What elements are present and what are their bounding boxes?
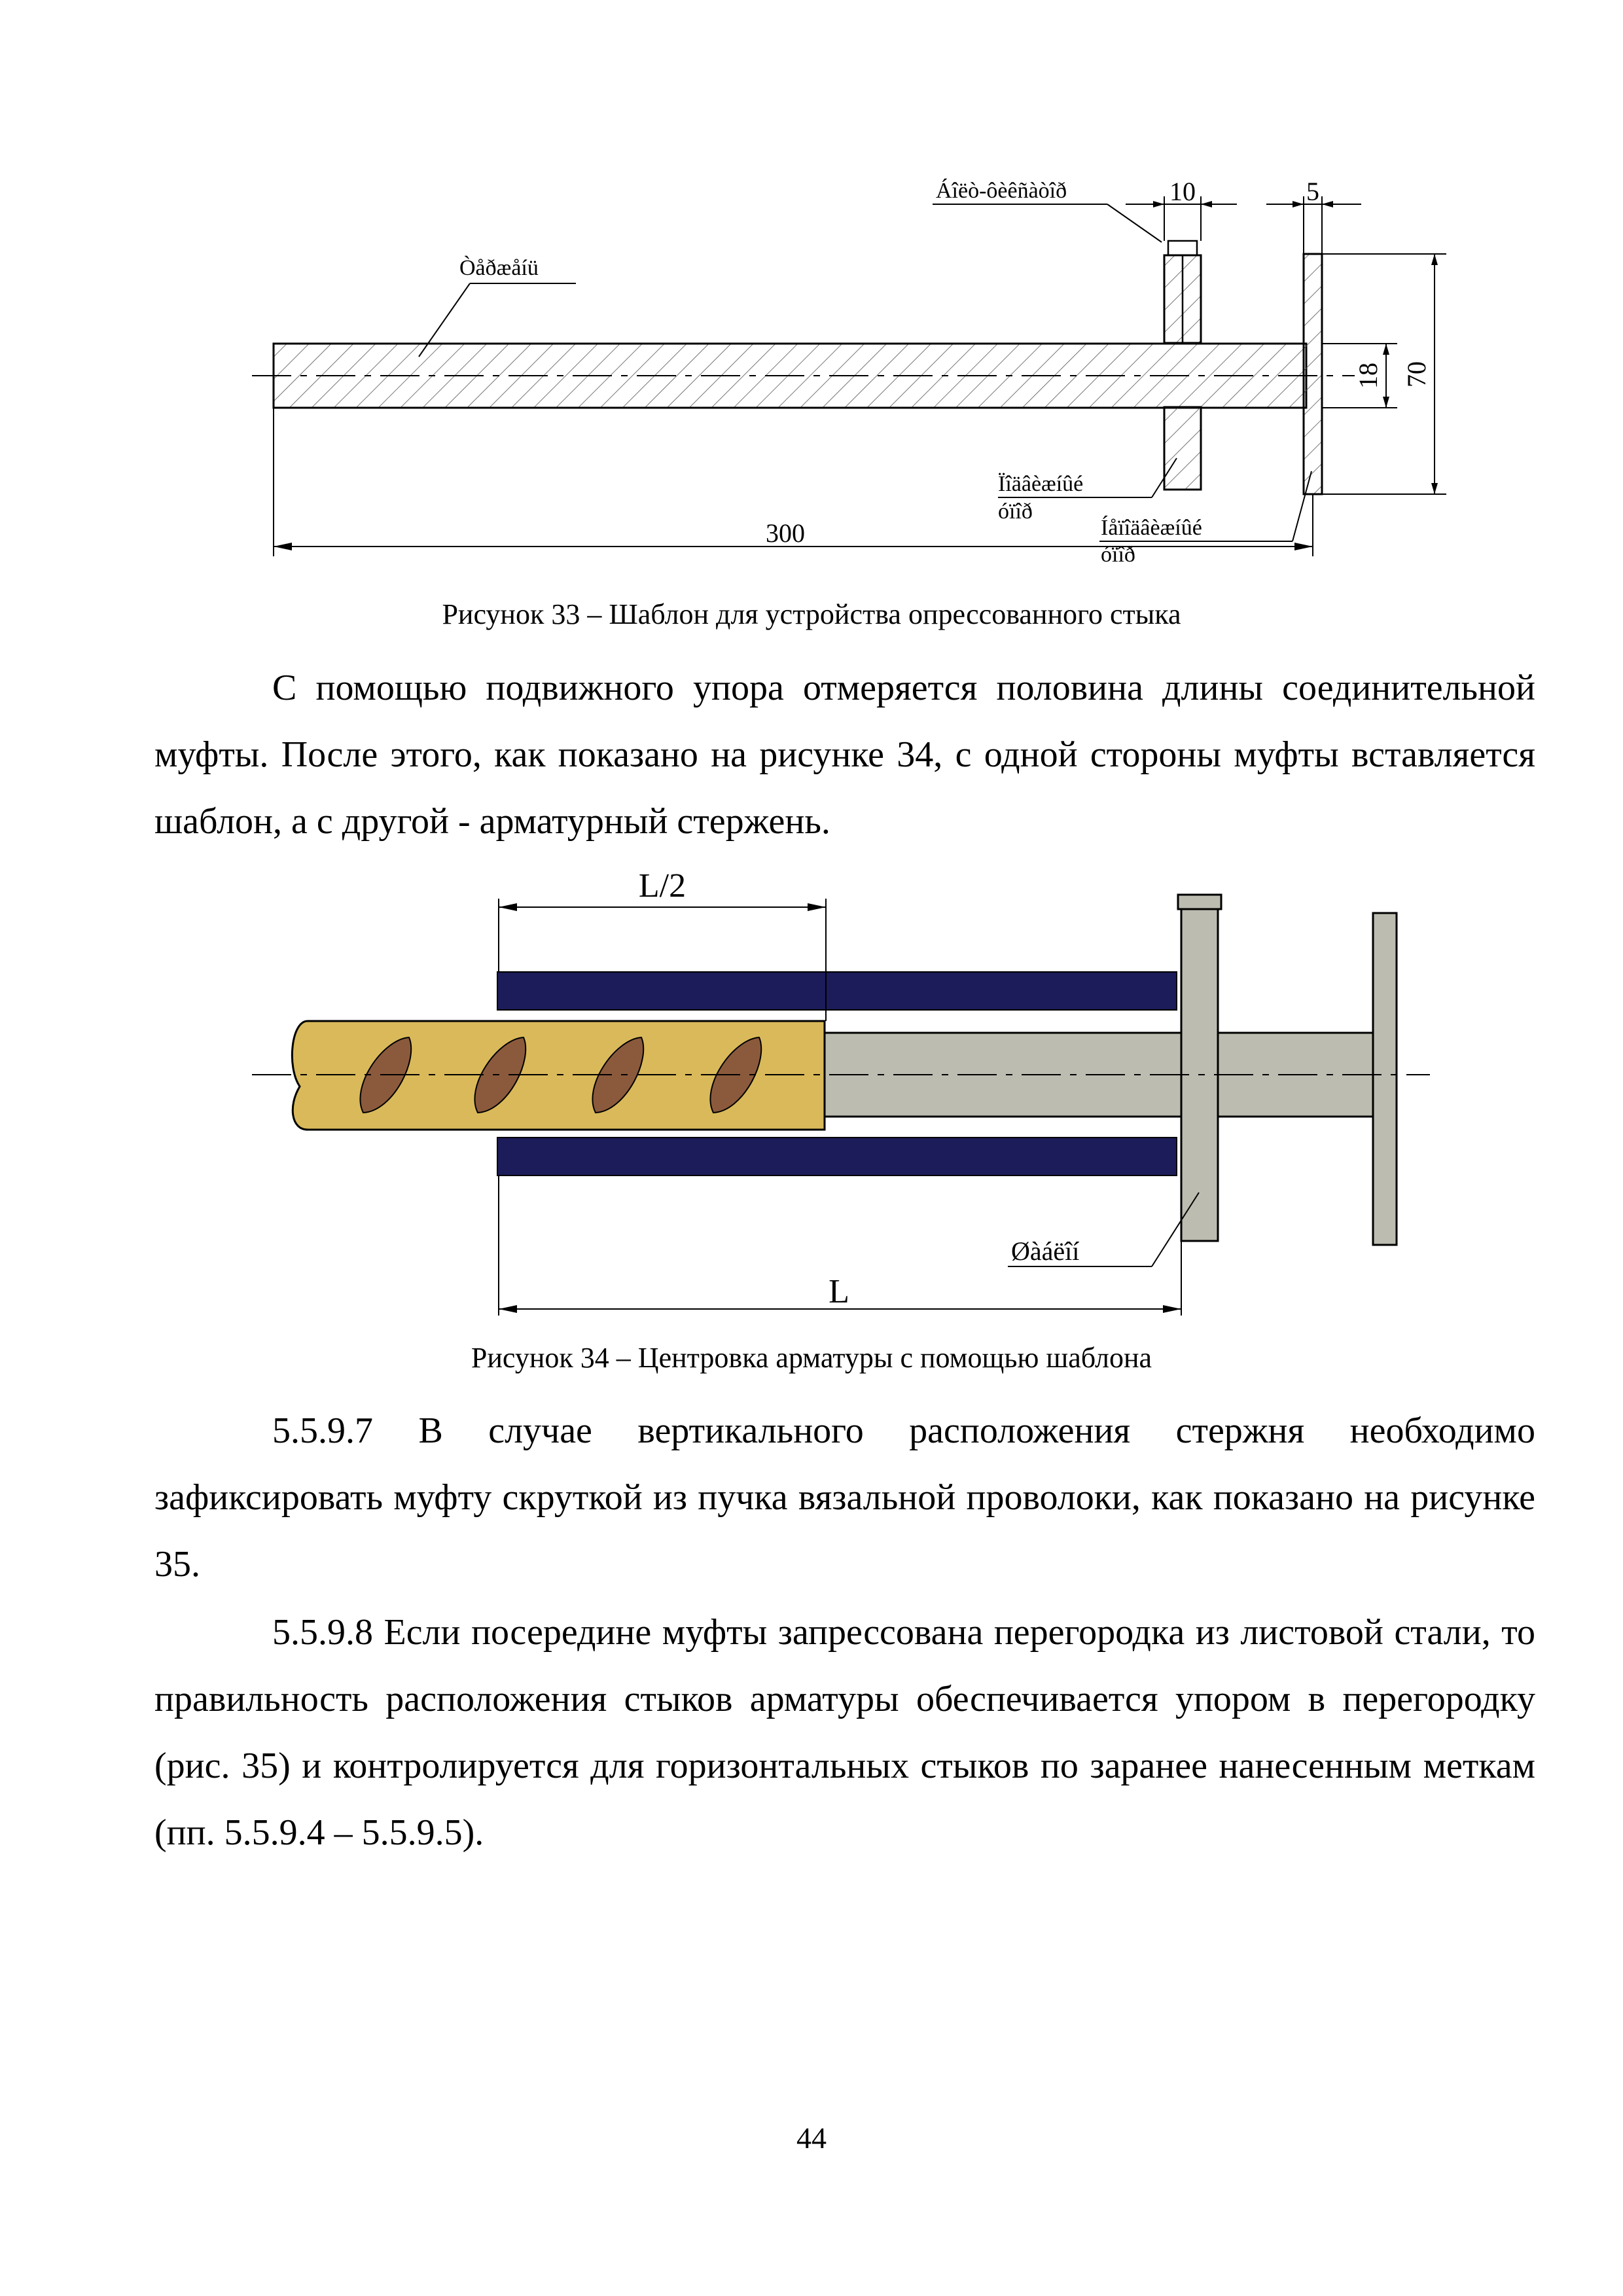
dim-10-label: 10 — [1169, 177, 1196, 206]
figure-33-drawing — [0, 164, 1623, 569]
label-template-34: Øàáëîí — [1011, 1236, 1080, 1266]
dim-18-label: 18 — [1353, 363, 1383, 389]
dim-300-label: 300 — [766, 518, 805, 548]
fixed-plate-34 — [1373, 913, 1397, 1245]
dim-5-label: 5 — [1306, 177, 1319, 206]
paragraph-3: 5.5.9.8 Если посередине муфты запрессована перегородка из листовой стали, то правильность расположения стыков арматуры обеспечивается упором в перегородку (рис. 35) и контролируется для горизонтальных стыков по заранее нанесенным меткам (пп. 5.5.9.4 – 5.5.9.5). — [154, 1612, 1535, 1853]
paragraph-1: С помощью подвижного упора отмеряется половина длины соединительной муфты. После этого, как показано на рисунке 34, с одной стороны муфты вставляется шаблон, а с другой - арматурный стержень. — [154, 668, 1535, 842]
figure-33-caption: Рисунок 33 – Шаблон для устройства опрессованного стыка — [442, 598, 1181, 630]
fixed-stop — [1304, 254, 1322, 494]
coupling-bottom — [497, 1138, 1177, 1175]
figure-34-drawing — [0, 870, 1623, 1322]
dim-l: L — [829, 1273, 849, 1310]
figure-34-caption: Рисунок 34 – Центровка арматуры с помощью шаблона — [471, 1342, 1152, 1374]
bolt-fixator — [1168, 241, 1197, 255]
paragraph-2: 5.5.9.7 В случае вертикального расположения стержня необходимо зафиксировать муфту скруткой из пучка вязальной проволоки, как показано на рисунке 35. — [154, 1410, 1535, 1585]
dim-70-label: 70 — [1402, 361, 1431, 387]
label-fixed-stop-2: óïîð — [1101, 543, 1135, 567]
label-rod: Òåðæåíü — [459, 256, 539, 280]
label-fixed-stop: Íåïîäâèæíûé — [1101, 516, 1202, 540]
movable-stop — [1164, 407, 1201, 490]
label-movable-stop-2: óïîð — [998, 499, 1033, 524]
label-bolt-fixator: Áîëò-ôèêñàòîð — [936, 179, 1067, 203]
dim-l-half: L/2 — [638, 870, 687, 905]
bolt-34 — [1178, 895, 1221, 909]
label-movable-stop: Ïîäâèæíûé — [998, 472, 1084, 496]
page-number: 44 — [796, 2121, 827, 2155]
coupling-top — [497, 972, 1177, 1010]
